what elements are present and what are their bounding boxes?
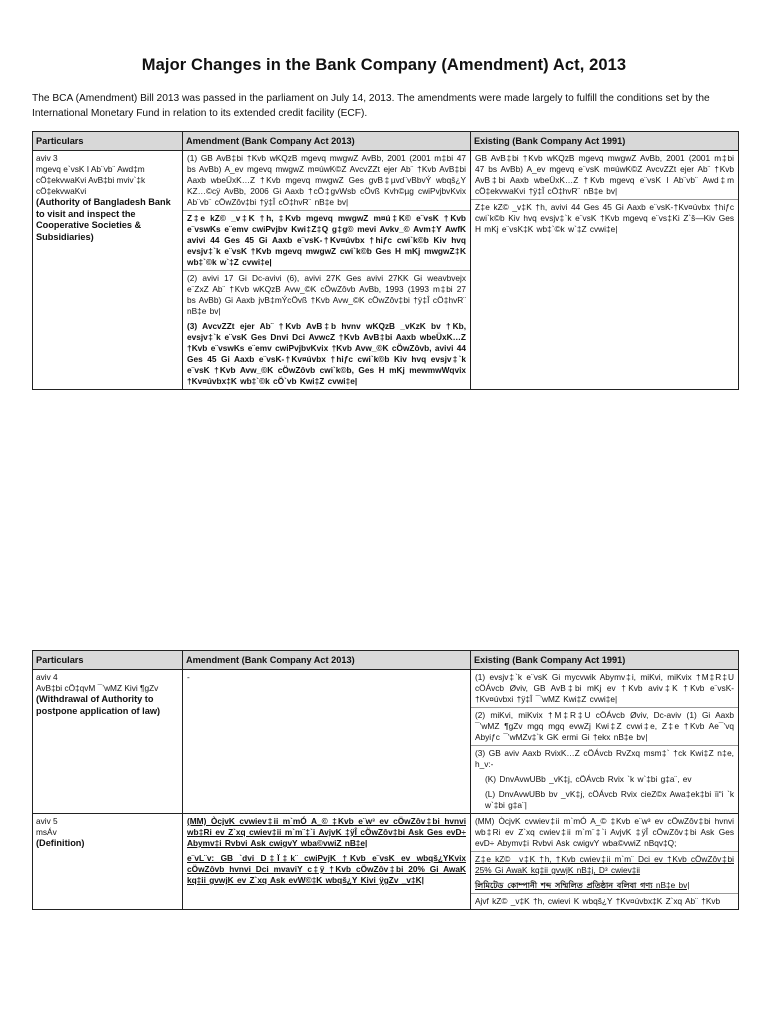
- table-header-row: [33, 132, 739, 151]
- existing-paragraph: (1) evsjv‡`k e¨vsK Gi mycvwik Abymv‡i, miKvi, miKvix †M‡R‡U cÖÁvcb Øviv, GB AvB‡bi mKj ev †Kvb aviv‡K †Kvb e¨vsK-†Kv¤úvbxi †ÿ‡Î ¯’wMZ Kwi‡Z cvwi‡e|: [475, 672, 734, 704]
- table-row: [33, 151, 739, 390]
- amendment-cell: [183, 670, 471, 814]
- amendment-paragraph: (MM) ÒcjvK cvwiev‡ii m`mÓ A_© ‡Kvb e¨w³ ev cÖwZôv‡bi hvnvi wb‡Ri ev Z`xq cwiev‡ii m`m¨‡`i AvjvK ‡ÿÎ cÖwZôv‡bi Ask Ges evD÷ Abymv‡i Rvbvi Ask cwigvY wba©vwiZ nB‡e|: [187, 816, 466, 848]
- existing-cell: [471, 670, 739, 814]
- existing-bangla-line: [471, 878, 738, 893]
- table-row: [33, 814, 739, 910]
- intro-paragraph: The BCA (Amendment) Bill 2013 was passed in the parliament on July 14, 2013. The amendments were made largely to fulfill the conditions set by the International Monetary Fund in relation to its extended credit facility (ECF).: [32, 93, 710, 119]
- amendment-table-1: [32, 131, 739, 390]
- existing-cell: [471, 151, 739, 390]
- amendment-paragraph: (2) avivi 17 Gi Dc-avivi (6), avivi 27K Ges avivi 27KK Gi weavbvejx e¨ZxZ Ab¨ †Kvb wKQzB Avw_©K cÖwZôvb AvBb, 1993 (1993 m‡bi 27 bs AvBb) Gi Aaxb jvB‡mÝcÖvß †Kvb Avw_©K cÖwZôv‡bi †ÿ‡Î cÖ‡hvR¨ nB‡e bv|: [183, 270, 470, 319]
- particulars-cell: [33, 151, 183, 390]
- bangla-text: লিমিটেড কোম্পানী শব্দ সম্মিলিত প্রতিষ্ঠান বলিবা গণ্য: [475, 881, 653, 890]
- table-header-row: [33, 651, 739, 670]
- section-title: msÁv: [36, 827, 57, 837]
- amendment-paragraph: (3) AvcvZZt ejer Ab¨ †Kvb AvB‡b hvnv wKQzB _vKzK bv †Kb, evsjv‡`k e¨vsK Ges Dnvi Dci AvwcZ †Kvb AvB‡bi Aaxb wbeÜxK…Z †Kvb e¨vswKs e¨emv cwiPvjbvKvix †Kvb Avw_©K cÖwZôvb, avivi 44 Ges 45 Gi Aaxb e¨vsK-†Kv¤úvbx †hiƒc cwi`k©b Kiv hvq evsjv‡`k e¨vsK †Kvb Avw_©K cÖwZôvb cwi`k©b, Ges H mKj mewmwWqvix †Kv¤úvbx‡K wb‡`©k cÖ`vb Kwi‡Z cvwi‡e|: [187, 321, 466, 386]
- section-title: AvB‡bi cÖ‡qvM ¯’wMZ Kivi ¶gZv: [36, 683, 159, 693]
- amendment-cell: [183, 151, 471, 390]
- section-english-title: (Authority of Bangladesh Bank to visit and inspect the Cooperative Societies & Subsidiaries): [36, 197, 171, 242]
- section-title: mgevq e`vsK I Ab¨vb¨ Awd‡m cÖ‡ekvwaKvi AvB‡bi mviv`‡k cÖ‡ekvwaKvi: [36, 164, 146, 196]
- section-number: aviv 4: [36, 672, 58, 682]
- table-row: [33, 670, 739, 814]
- existing-paragraph: (2) miKvi, miKvix †M‡R‡U cÖÁvcb Øviv, Dc-aviv (1) Gi Aaxb ¯’wMZ ¶gZv mgq mgq evwZj Kwi‡Z cvwi‡e, Z‡e †Kvb Ae¯’vq Abyiƒc ¯’wMZv‡`k GK ermi Gi †ekx nB‡e bv|: [471, 707, 738, 745]
- existing-paragraph: Z‡e kZ© _v‡K †h, †Kvb cwiev‡ii m`m¨ Dci ev †Kvb cÖwZôv‡bi 25% Gi AwaK kq‡ii gvwjK nB‡j, D³ cwiev‡ii: [471, 851, 738, 878]
- amendment-empty-mark: -: [187, 672, 190, 682]
- particulars-cell: [33, 814, 183, 910]
- existing-cell: [471, 814, 739, 910]
- existing-subclause: (K) DnvAvwUBb _vK‡j, cÖÁvcb Rvix `k w`‡bi g‡a¨, ev: [485, 774, 692, 784]
- header-particulars: Particulars: [33, 132, 183, 151]
- existing-paragraph: Z‡e kZ© _v‡K †h, avivi 44 Ges 45 Gi Aaxb e¨vsK-†Kv¤úvbx †hiƒc cwi`k©b Kiv hvq evsjv‡`k e¨vsK †Kvb mgevq e¨vs‡Ki Z`š—Kiv Ges H mKj e¨vsK‡K wb‡`©k w`‡Z cvwi‡e|: [471, 199, 738, 237]
- amendment-cell: [183, 814, 471, 910]
- section-english-title: (Withdrawal of Authority to postpone application of law): [36, 694, 161, 716]
- amendment-paragraph: (1) GB AvB‡bi †Kvb wKQzB mgevq mwgwZ AvBb, 2001 (2001 m‡bi 47 bs AvBb) A_ev mgevq mwgwZ m¤úwK©Z AvcvZZt ejer Ab¨ †Kvb AvB‡bi Aaxb wbeÜxK…Z †Kvb mgevq mwgwZ Ges gvB‡µvd¨vBbvÝ wbqš¿Y KZ…©cÿ AvBb, 2006 Gi Aaxb †cÖ‡gvWsb cÖvß Kvh©µg cwiPvjbvKvix Ab¨vb¨ cÖwZôv‡bi †ÿ‡Î cÖ‡hvR¨ nB‡e bv|: [187, 153, 466, 207]
- existing-paragraph: (3) GB aviv Aaxb RvixK…Z cÖÁvcb RvZxq msm‡` †ck Kwi‡Z n‡e, h_v:-: [471, 745, 738, 772]
- existing-subclause: (L) DnvAvwUBb bv _vK‡j, cÖÁvcb Rvix cieZ©x Awa‡ek‡bi ïi“i `k w`‡bi g‡a¨|: [485, 789, 734, 810]
- header-existing: Existing (Bank Company Act 1991): [471, 132, 739, 151]
- particulars-cell: [33, 670, 183, 814]
- amendment-table-2: [32, 650, 739, 910]
- section-number: aviv 3: [36, 153, 58, 163]
- section-number: aviv 5: [36, 816, 58, 826]
- existing-paragraph: Ajvf kZ© _v‡K †h, cwievi K wbqš¿Y †Kv¤úvbx‡K Z`xq Ab¨ †Kvb: [471, 893, 738, 909]
- header-existing: Existing (Bank Company Act 1991): [471, 651, 739, 670]
- header-amendment: Amendment (Bank Company Act 2013): [183, 132, 471, 151]
- existing-paragraph: GB AvB‡bi †Kvb wKQzB mgevq mwgwZ AvBb, 2001 (2001 m‡bi 47 bs AvBb) A_ev mgevq e¨vsK m¤úwK©Z AvcvZZt ejer Ab¨ †Kvb AvB‡bi Aaxb wbeÜxK…Z †Kvb mgevq e¨vsK I Ab¨vb¨ Awd‡m cÖ‡ekvwaKvi †ÿ‡Î cÖ‡hvR¨ nB‡e bv|: [475, 153, 734, 196]
- amendment-paragraph: e¨vL¨v: GB `dvi D‡Ï‡k¨ cwiPvjK †Kvb e¨vsK ev wbqš¿YKvix cÖwZôvb hvnvi Dci mvaviY c‡ÿ †Kvb cÖwZôv‡bi 20% Gi AwaK kq‡ii gvwjK ev Z`xq Ask evW©‡K wbqš¿Y Kivi ÿgZv _v‡K|: [187, 853, 466, 885]
- section-english-title: (Definition): [36, 838, 85, 848]
- bangla-suffix: nB‡e bv|: [652, 880, 690, 890]
- header-amendment: Amendment (Bank Company Act 2013): [183, 651, 471, 670]
- amendment-paragraph: Z‡e kZ© _v‡K †h, ‡Kvb mgevq mwgwZ m¤ú‡K© e¨vsK †Kvb e¨vswKs e¨emv cwiPvjbv Kwi‡Z‡Q g‡g© mevi Avkv_© Avm‡Y AwfK avivi 44 Ges 45 Gi Aaxb e¨vsK-†Kv¤úvbx †hiƒc cwi`k©b Kiv hvq evsjv‡`k e¨vsK †Kvb mgevq mwgwZ cwi`k©b Ges H mKj mwgwZ‡K wb‡`©k w`‡Z cvwi‡e|: [183, 210, 470, 270]
- document-title: Major Changes in the Bank Company (Amendment) Act, 2013: [141, 56, 627, 74]
- header-particulars: Particulars: [33, 651, 183, 670]
- existing-paragraph: (MM) ÒcjvK cvwiev‡ii m`mÓ A_© ‡Kvb e¨w³ ev cÖwZôv‡bi hvnvi wb‡Ri ev Z`xq cwiev‡ii m`m¨‡`i AvjvK ‡ÿÎ cÖwZôv‡bi Ask Ges evD÷ Abymv‡i Rvbvi Ask cwigvY wba©vwiZ nBqv‡Q;: [475, 816, 734, 848]
